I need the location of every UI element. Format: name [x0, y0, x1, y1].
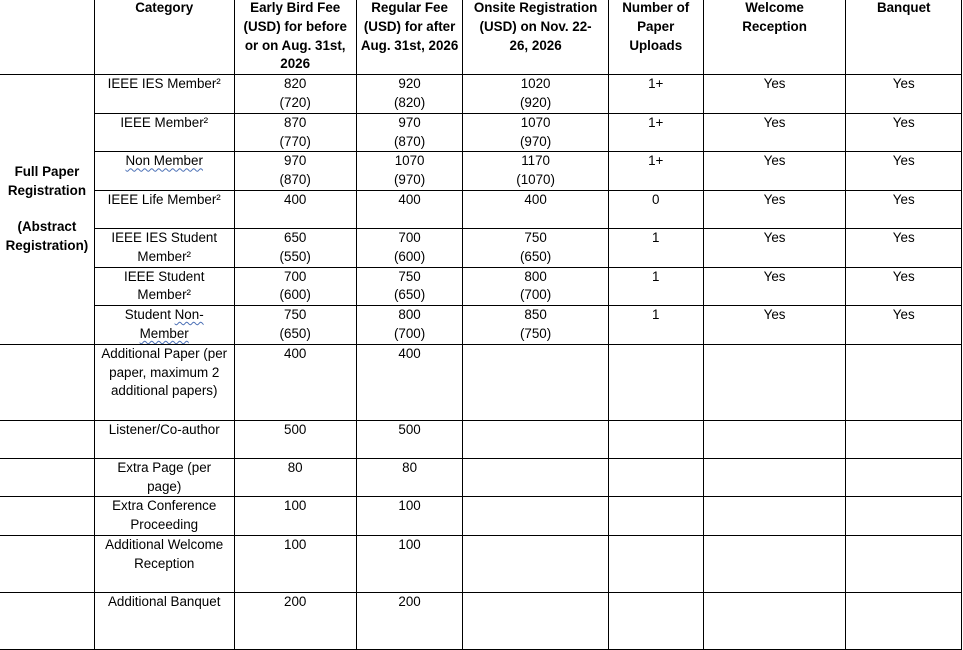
onsite-fee [463, 420, 609, 458]
early-bird-fee-value: 700 [284, 268, 307, 284]
paper-uploads [608, 113, 703, 152]
welcome-reception [703, 75, 846, 114]
header-onsite-registration: Onsite Registration (USD) on Nov. 22-26, 2026 [463, 0, 609, 75]
regular-fee-value: 920 [398, 76, 421, 92]
header-blank [0, 0, 94, 75]
category-cell [94, 497, 234, 536]
onsite-fee-value: 400 [524, 191, 547, 207]
regular-fee [356, 535, 463, 592]
early-bird-fee [234, 190, 356, 228]
welcome-reception [703, 592, 846, 649]
paper-uploads [608, 420, 703, 458]
banquet-value: Yes [892, 307, 915, 323]
onsite-fee-member-value: (650) [519, 248, 552, 264]
category-cell [94, 458, 234, 497]
welcome-reception-value: Yes [763, 153, 786, 169]
banquet [846, 458, 962, 497]
banquet [846, 267, 962, 306]
table-row [0, 190, 962, 228]
header-welcome-reception: Welcome Reception [703, 0, 846, 75]
early-bird-fee-member-value: (600) [279, 287, 311, 303]
category-label: IEEE Member² [120, 114, 209, 130]
category-label: Non-Member [139, 307, 204, 341]
banquet [846, 420, 962, 458]
early-bird-fee [234, 306, 356, 345]
early-bird-fee [234, 267, 356, 306]
banquet [846, 75, 962, 114]
regular-fee [356, 458, 463, 497]
onsite-fee-member-value: (970) [519, 133, 552, 149]
banquet [846, 152, 962, 191]
regular-fee [356, 306, 463, 345]
category-cell [94, 344, 234, 420]
category-cell [94, 420, 234, 458]
category-label: IEEE Student Member² [124, 268, 205, 303]
early-bird-fee-value: 870 [284, 114, 307, 130]
regular-fee-value: 800 [398, 307, 421, 323]
category-label: Extra Conference Proceeding [112, 498, 217, 533]
regular-fee [356, 344, 463, 420]
regular-fee [356, 190, 463, 228]
table-row [0, 592, 962, 649]
early-bird-fee [234, 152, 356, 191]
group-blank [0, 458, 94, 497]
header-regular-fee: Regular Fee (USD) for after Aug. 31st, 2026 [356, 0, 463, 75]
group-spacer [0, 200, 94, 218]
banquet-value: Yes [892, 191, 915, 207]
category-cell [94, 152, 234, 191]
category-cell [94, 592, 234, 649]
table-row [0, 420, 962, 458]
welcome-reception [703, 420, 846, 458]
welcome-reception-value: Yes [763, 76, 786, 92]
table-row [0, 535, 962, 592]
group-blank [0, 344, 94, 420]
table-row [0, 497, 962, 536]
regular-fee-value: 1070 [394, 153, 425, 169]
group-title: Full Paper Registration [7, 163, 86, 198]
category-cell [94, 190, 234, 228]
welcome-reception-value: Yes [763, 191, 786, 207]
onsite-fee [463, 497, 609, 536]
category-label: Additional Banquet [108, 593, 221, 609]
early-bird-fee-member-value: (770) [279, 133, 311, 149]
welcome-reception [703, 228, 846, 267]
welcome-reception [703, 344, 846, 420]
banquet [846, 344, 962, 420]
regular-fee [356, 497, 463, 536]
paper-uploads [608, 306, 703, 345]
category-label: Extra Page (per page) [117, 459, 212, 494]
regular-fee-member-value: (600) [393, 248, 426, 264]
paper-uploads-value: 1 [652, 307, 660, 323]
paper-uploads [608, 75, 703, 114]
regular-fee [356, 113, 463, 152]
regular-fee-value: 200 [398, 593, 421, 609]
paper-uploads [608, 267, 703, 306]
category-cell [94, 228, 234, 267]
paper-uploads-value: 1+ [648, 153, 664, 169]
paper-uploads [608, 152, 703, 191]
early-bird-fee [234, 113, 356, 152]
early-bird-fee [234, 592, 356, 649]
onsite-fee-member-value: (700) [519, 287, 552, 303]
banquet-value: Yes [892, 268, 915, 284]
welcome-reception [703, 306, 846, 345]
paper-uploads-value: 1 [652, 268, 660, 284]
onsite-fee [463, 267, 609, 306]
early-bird-fee-value: 500 [284, 421, 307, 437]
header-row [0, 0, 962, 75]
regular-fee [356, 228, 463, 267]
regular-fee-value: 700 [398, 229, 421, 245]
table-row [0, 267, 962, 306]
regular-fee [356, 75, 463, 114]
category-cell [94, 535, 234, 592]
category-label: IEEE Life Member² [107, 191, 221, 207]
regular-fee-member-value: (700) [393, 325, 426, 341]
group-blank [0, 535, 94, 592]
onsite-fee-value: 750 [524, 229, 547, 245]
banquet [846, 113, 962, 152]
early-bird-fee [234, 228, 356, 267]
table-row [0, 113, 962, 152]
regular-fee-member-value: (870) [393, 133, 426, 149]
onsite-fee-member-value: (920) [519, 94, 552, 110]
onsite-fee [463, 113, 609, 152]
welcome-reception-value: Yes [763, 268, 786, 284]
onsite-fee-value: 1020 [520, 76, 551, 92]
early-bird-fee-value: 100 [284, 536, 307, 552]
banquet [846, 190, 962, 228]
welcome-reception [703, 113, 846, 152]
welcome-reception-value: Yes [763, 114, 786, 130]
onsite-fee [463, 592, 609, 649]
table-row [0, 75, 962, 114]
table-row [0, 458, 962, 497]
early-bird-fee-member-value: (650) [279, 325, 311, 341]
category-cell [94, 267, 234, 306]
regular-fee-value: 750 [398, 268, 421, 284]
onsite-fee-value: 850 [524, 307, 547, 323]
category-label: Listener/Co-author [108, 421, 220, 437]
header-category: Category [94, 0, 234, 75]
table-body [0, 75, 962, 650]
paper-uploads [608, 344, 703, 420]
early-bird-fee [234, 420, 356, 458]
onsite-fee [463, 535, 609, 592]
category-label: Non Member [125, 153, 203, 169]
welcome-reception [703, 535, 846, 592]
onsite-fee-member-value: (1070) [516, 172, 555, 188]
regular-fee-value: 100 [398, 498, 421, 514]
category-cell [94, 113, 234, 152]
onsite-fee-value: 1070 [520, 114, 551, 130]
early-bird-fee-member-value: (870) [279, 172, 311, 188]
welcome-reception-value: Yes [763, 307, 786, 323]
regular-fee-member-value: (970) [393, 172, 426, 188]
early-bird-fee-value: 820 [284, 76, 307, 92]
early-bird-fee-value: 200 [284, 593, 307, 609]
welcome-reception-value: Yes [763, 229, 786, 245]
onsite-fee [463, 458, 609, 497]
banquet-value: Yes [892, 76, 915, 92]
header-paper-uploads: Number of Paper Uploads [608, 0, 703, 75]
category-label: IEEE IES Member² [107, 76, 221, 92]
onsite-fee-member-value: (750) [519, 325, 552, 341]
banquet [846, 497, 962, 536]
regular-fee-value: 970 [398, 114, 421, 130]
paper-uploads [608, 535, 703, 592]
early-bird-fee [234, 535, 356, 592]
category-cell [94, 75, 234, 114]
category-label: Additional Paper (per paper, maximum 2 additional papers) [101, 345, 228, 399]
early-bird-fee-value: 80 [287, 459, 303, 475]
early-bird-fee-value: 970 [284, 153, 307, 169]
table-row [0, 344, 962, 420]
regular-fee-member-value: (820) [393, 94, 426, 110]
group-blank [0, 592, 94, 649]
banquet-value: Yes [892, 229, 915, 245]
welcome-reception [703, 497, 846, 536]
banquet [846, 592, 962, 649]
category-label: Additional Welcome Reception [105, 536, 224, 571]
welcome-reception [703, 190, 846, 228]
paper-uploads [608, 228, 703, 267]
category-cell [94, 306, 234, 345]
table-row [0, 306, 962, 345]
group-blank [0, 420, 94, 458]
regular-fee-value: 500 [398, 421, 421, 437]
group-full-paper-registration [0, 75, 94, 345]
early-bird-fee [234, 75, 356, 114]
welcome-reception [703, 152, 846, 191]
header-banquet: Banquet [846, 0, 962, 75]
welcome-reception [703, 267, 846, 306]
early-bird-fee [234, 344, 356, 420]
paper-uploads-value: 0 [652, 191, 660, 207]
onsite-fee [463, 306, 609, 345]
regular-fee-value: 400 [398, 191, 421, 207]
onsite-fee [463, 344, 609, 420]
onsite-fee [463, 152, 609, 191]
early-bird-fee-member-value: (550) [279, 248, 311, 264]
onsite-fee [463, 190, 609, 228]
onsite-fee-value: 1170 [521, 153, 550, 169]
early-bird-fee-value: 750 [284, 307, 307, 323]
regular-fee [356, 420, 463, 458]
paper-uploads [608, 592, 703, 649]
regular-fee-value: 80 [402, 459, 418, 475]
paper-uploads-value: 1 [652, 229, 660, 245]
early-bird-fee-value: 650 [284, 229, 307, 245]
table-row [0, 152, 962, 191]
welcome-reception [703, 458, 846, 497]
paper-uploads-value: 1+ [648, 114, 664, 130]
category-label: IEEE IES Student Member² [111, 229, 218, 264]
header-early-bird-fee: Early Bird Fee (USD) for before or on Aug. 31st, 2026 [234, 0, 356, 75]
regular-fee [356, 267, 463, 306]
group-blank [0, 497, 94, 536]
early-bird-fee [234, 458, 356, 497]
banquet [846, 535, 962, 592]
onsite-fee [463, 228, 609, 267]
paper-uploads-value: 1+ [648, 76, 664, 92]
early-bird-fee-value: 400 [284, 345, 307, 361]
regular-fee-member-value: (650) [393, 287, 426, 303]
banquet-value: Yes [892, 153, 915, 169]
paper-uploads [608, 458, 703, 497]
onsite-fee [463, 75, 609, 114]
banquet [846, 228, 962, 267]
regular-fee [356, 592, 463, 649]
category-prefix: Student [124, 307, 175, 323]
regular-fee-value: 100 [398, 536, 421, 552]
regular-fee [356, 152, 463, 191]
banquet-value: Yes [892, 114, 915, 130]
onsite-fee-value: 800 [524, 268, 547, 284]
regular-fee-value: 400 [398, 345, 421, 361]
early-bird-fee-value: 400 [284, 191, 307, 207]
early-bird-fee-member-value: (720) [279, 94, 311, 110]
group-subtitle: (Abstract Registration) [5, 219, 89, 254]
early-bird-fee [234, 497, 356, 536]
table-row [0, 228, 962, 267]
banquet [846, 306, 962, 345]
early-bird-fee-value: 100 [284, 498, 307, 514]
paper-uploads [608, 190, 703, 228]
paper-uploads [608, 497, 703, 536]
